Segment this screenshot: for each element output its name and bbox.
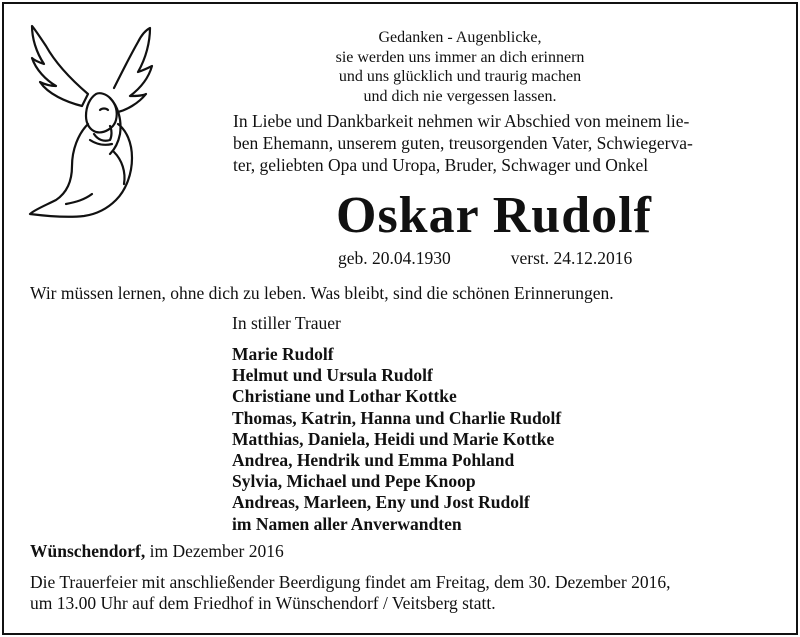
quote: Wir müssen lernen, ohne dich zu leben. Was bleibt, sind die schönen Erinnerungen.: [30, 283, 614, 303]
service-line: Die Trauerfeier mit anschließender Beerdigung findet am Freitag, dem 30. Dezember 2016,: [30, 572, 671, 592]
mourning-label: In stiller Trauer: [232, 313, 341, 333]
mourner: Andreas, Marleen, Eny und Jost Rudolf: [232, 492, 530, 513]
mourners-list: [232, 344, 561, 535]
intro-line: ben Ehemann, unserem guten, treusorgenden Vater, Schwiegerva-: [233, 133, 693, 153]
poem-line: Gedanken - Augenblicke,: [378, 29, 542, 46]
mourner: Andrea, Hendrik und Emma Pohland: [232, 450, 515, 471]
poem-line: sie werden uns immer an dich erinnern: [335, 48, 585, 66]
service-line: um 13.00 Uhr auf dem Friedhof in Wünschendorf / Veitsberg statt.: [30, 593, 496, 613]
birth-date: geb. 20.04.1930: [338, 248, 451, 268]
mourner: Christiane und Lothar Kottke: [232, 386, 457, 407]
place-date: [30, 540, 284, 562]
mourner: Marie Rudolf: [232, 344, 334, 364]
intro-text: [233, 110, 693, 176]
mourner: Sylvia, Michael und Pepe Knoop: [232, 471, 476, 492]
poem-line: und dich nie vergessen lassen.: [363, 87, 557, 105]
intro-line: In Liebe und Dankbarkeit nehmen wir Abschied von meinem lie-: [233, 111, 690, 131]
place: Wünschendorf,: [30, 541, 146, 561]
date: im Dezember 2016: [149, 541, 284, 561]
intro-line: ter, geliebten Opa und Uropa, Bruder, Schwager und Onkel: [233, 155, 649, 175]
life-dates: [338, 247, 632, 269]
deceased-name: Oskar Rudolf: [336, 187, 652, 244]
mourner: im Namen aller Anverwandten: [232, 513, 462, 534]
death-date: verst. 24.12.2016: [510, 248, 633, 268]
angel-icon: [26, 24, 158, 220]
mourner: Thomas, Katrin, Hanna und Charlie Rudolf: [232, 407, 562, 428]
poem: [290, 28, 630, 106]
service-info: [30, 572, 671, 614]
poem-line: und uns glücklich und traurig machen: [338, 68, 582, 85]
mourner: Matthias, Daniela, Heidi und Marie Kottke: [232, 428, 555, 449]
mourner: Helmut und Ursula Rudolf: [232, 365, 433, 386]
